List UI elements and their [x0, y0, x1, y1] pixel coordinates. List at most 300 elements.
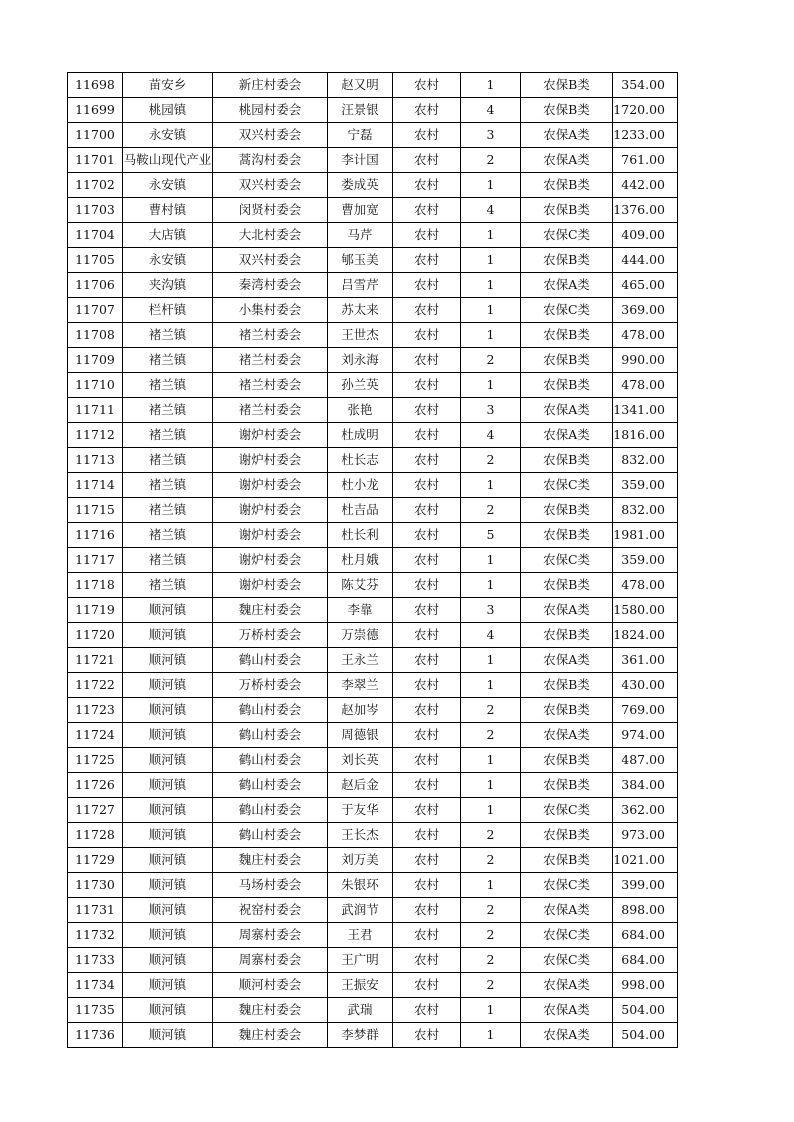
area-type-cell: 农村: [393, 698, 461, 723]
household-size-cell: 2: [461, 923, 521, 948]
category-cell: 农保A类: [521, 273, 613, 298]
table-row: [68, 873, 678, 898]
area-type-cell: 农村: [393, 273, 461, 298]
household-size-cell: 1: [461, 798, 521, 823]
amount-cell: 769.00: [613, 698, 678, 723]
town-cell: 褚兰镇: [123, 323, 213, 348]
category-cell: 农保B类: [521, 748, 613, 773]
amount-cell: 354.00: [613, 73, 678, 98]
table-row: [68, 473, 678, 498]
records-table: [67, 72, 678, 1048]
village-committee-cell: 谢炉村委会: [213, 548, 328, 573]
category-cell: 农保B类: [521, 823, 613, 848]
table-row: [68, 648, 678, 673]
amount-cell: 444.00: [613, 248, 678, 273]
town-cell: 顺河镇: [123, 823, 213, 848]
town-cell: 顺河镇: [123, 998, 213, 1023]
village-committee-cell: 鹤山村委会: [213, 698, 328, 723]
table-row: [68, 98, 678, 123]
category-cell: 农保B类: [521, 848, 613, 873]
amount-cell: 1720.00: [613, 98, 678, 123]
name-cell: 杜吉品: [328, 498, 393, 523]
village-committee-cell: 祝窑村委会: [213, 898, 328, 923]
category-cell: 农保B类: [521, 498, 613, 523]
village-committee-cell: 褚兰村委会: [213, 348, 328, 373]
record-id-cell: 11701: [68, 148, 123, 173]
household-size-cell: 4: [461, 423, 521, 448]
household-size-cell: 1: [461, 248, 521, 273]
name-cell: 刘永海: [328, 348, 393, 373]
record-id-cell: 11714: [68, 473, 123, 498]
amount-cell: 1824.00: [613, 623, 678, 648]
household-size-cell: 4: [461, 623, 521, 648]
category-cell: 农保B类: [521, 98, 613, 123]
record-id-cell: 11719: [68, 598, 123, 623]
table-row: [68, 273, 678, 298]
record-id-cell: 11698: [68, 73, 123, 98]
name-cell: 曹加宽: [328, 198, 393, 223]
area-type-cell: 农村: [393, 423, 461, 448]
area-type-cell: 农村: [393, 373, 461, 398]
name-cell: 万崇德: [328, 623, 393, 648]
village-committee-cell: 马场村委会: [213, 873, 328, 898]
name-cell: 王广明: [328, 948, 393, 973]
amount-cell: 1580.00: [613, 598, 678, 623]
village-committee-cell: 魏庄村委会: [213, 848, 328, 873]
area-type-cell: 农村: [393, 198, 461, 223]
name-cell: 娄成英: [328, 173, 393, 198]
table-row: [68, 498, 678, 523]
amount-cell: 478.00: [613, 323, 678, 348]
household-size-cell: 2: [461, 498, 521, 523]
household-size-cell: 2: [461, 698, 521, 723]
village-committee-cell: 褚兰村委会: [213, 398, 328, 423]
category-cell: 农保C类: [521, 473, 613, 498]
village-committee-cell: 谢炉村委会: [213, 448, 328, 473]
village-committee-cell: 褚兰村委会: [213, 323, 328, 348]
table-row: [68, 573, 678, 598]
town-cell: 永安镇: [123, 248, 213, 273]
area-type-cell: 农村: [393, 523, 461, 548]
household-size-cell: 2: [461, 448, 521, 473]
area-type-cell: 农村: [393, 498, 461, 523]
name-cell: 郇玉美: [328, 248, 393, 273]
table-row: [68, 523, 678, 548]
table-row: [68, 548, 678, 573]
village-committee-cell: 鹤山村委会: [213, 723, 328, 748]
category-cell: 农保B类: [521, 248, 613, 273]
table-row: [68, 698, 678, 723]
record-id-cell: 11731: [68, 898, 123, 923]
category-cell: 农保C类: [521, 298, 613, 323]
record-id-cell: 11709: [68, 348, 123, 373]
household-size-cell: 2: [461, 148, 521, 173]
category-cell: 农保B类: [521, 348, 613, 373]
village-committee-cell: 魏庄村委会: [213, 998, 328, 1023]
village-committee-cell: 蒿沟村委会: [213, 148, 328, 173]
household-size-cell: 2: [461, 973, 521, 998]
table-row: [68, 198, 678, 223]
table-row: [68, 923, 678, 948]
household-size-cell: 1: [461, 648, 521, 673]
village-committee-cell: 双兴村委会: [213, 123, 328, 148]
table-row: [68, 298, 678, 323]
village-committee-cell: 褚兰村委会: [213, 373, 328, 398]
area-type-cell: 农村: [393, 823, 461, 848]
category-cell: 农保B类: [521, 373, 613, 398]
record-id-cell: 11734: [68, 973, 123, 998]
table-row: [68, 373, 678, 398]
name-cell: 朱银环: [328, 873, 393, 898]
amount-cell: 1981.00: [613, 523, 678, 548]
household-size-cell: 1: [461, 873, 521, 898]
amount-cell: 504.00: [613, 998, 678, 1023]
town-cell: 顺河镇: [123, 598, 213, 623]
name-cell: 李计国: [328, 148, 393, 173]
table-row: [68, 448, 678, 473]
village-committee-cell: 魏庄村委会: [213, 1023, 328, 1048]
table-row: [68, 1023, 678, 1048]
village-committee-cell: 鹤山村委会: [213, 648, 328, 673]
household-size-cell: 1: [461, 273, 521, 298]
household-size-cell: 1: [461, 473, 521, 498]
village-committee-cell: 谢炉村委会: [213, 423, 328, 448]
category-cell: 农保A类: [521, 998, 613, 1023]
town-cell: 顺河镇: [123, 973, 213, 998]
name-cell: 刘万美: [328, 848, 393, 873]
area-type-cell: 农村: [393, 548, 461, 573]
name-cell: 武润节: [328, 898, 393, 923]
record-id-cell: 11716: [68, 523, 123, 548]
name-cell: 于友华: [328, 798, 393, 823]
table-row: [68, 123, 678, 148]
name-cell: 武瑞: [328, 998, 393, 1023]
household-size-cell: 3: [461, 398, 521, 423]
category-cell: 农保A类: [521, 598, 613, 623]
name-cell: 杜长志: [328, 448, 393, 473]
area-type-cell: 农村: [393, 673, 461, 698]
table-row: [68, 423, 678, 448]
category-cell: 农保A类: [521, 973, 613, 998]
table-row: [68, 173, 678, 198]
table-row: [68, 623, 678, 648]
area-type-cell: 农村: [393, 348, 461, 373]
household-size-cell: 1: [461, 748, 521, 773]
town-cell: 永安镇: [123, 123, 213, 148]
record-id-cell: 11703: [68, 198, 123, 223]
town-cell: 褚兰镇: [123, 473, 213, 498]
records-table-body: [68, 73, 678, 1048]
area-type-cell: 农村: [393, 573, 461, 598]
name-cell: 赵后金: [328, 773, 393, 798]
household-size-cell: 1: [461, 323, 521, 348]
area-type-cell: 农村: [393, 1023, 461, 1048]
area-type-cell: 农村: [393, 173, 461, 198]
name-cell: 李靠: [328, 598, 393, 623]
household-size-cell: 2: [461, 848, 521, 873]
name-cell: 吕雪芹: [328, 273, 393, 298]
category-cell: 农保A类: [521, 423, 613, 448]
category-cell: 农保B类: [521, 173, 613, 198]
table-row: [68, 248, 678, 273]
household-size-cell: 1: [461, 548, 521, 573]
record-id-cell: 11733: [68, 948, 123, 973]
household-size-cell: 4: [461, 98, 521, 123]
name-cell: 周德银: [328, 723, 393, 748]
amount-cell: 990.00: [613, 348, 678, 373]
town-cell: 曹村镇: [123, 198, 213, 223]
area-type-cell: 农村: [393, 648, 461, 673]
area-type-cell: 农村: [393, 73, 461, 98]
area-type-cell: 农村: [393, 448, 461, 473]
household-size-cell: 2: [461, 723, 521, 748]
table-row: [68, 748, 678, 773]
amount-cell: 359.00: [613, 473, 678, 498]
amount-cell: 1021.00: [613, 848, 678, 873]
category-cell: 农保C类: [521, 873, 613, 898]
town-cell: 大店镇: [123, 223, 213, 248]
village-committee-cell: 桃园村委会: [213, 98, 328, 123]
record-id-cell: 11728: [68, 823, 123, 848]
category-cell: 农保C类: [521, 548, 613, 573]
record-id-cell: 11736: [68, 1023, 123, 1048]
amount-cell: 898.00: [613, 898, 678, 923]
area-type-cell: 农村: [393, 973, 461, 998]
table-row: [68, 898, 678, 923]
town-cell: 顺河镇: [123, 848, 213, 873]
area-type-cell: 农村: [393, 248, 461, 273]
record-id-cell: 11720: [68, 623, 123, 648]
village-committee-cell: 谢炉村委会: [213, 498, 328, 523]
category-cell: 农保A类: [521, 1023, 613, 1048]
amount-cell: 1233.00: [613, 123, 678, 148]
record-id-cell: 11699: [68, 98, 123, 123]
table-row: [68, 148, 678, 173]
amount-cell: 478.00: [613, 573, 678, 598]
area-type-cell: 农村: [393, 773, 461, 798]
amount-cell: 362.00: [613, 798, 678, 823]
household-size-cell: 1: [461, 223, 521, 248]
name-cell: 苏太来: [328, 298, 393, 323]
area-type-cell: 农村: [393, 723, 461, 748]
table-row: [68, 323, 678, 348]
town-cell: 顺河镇: [123, 723, 213, 748]
town-cell: 顺河镇: [123, 898, 213, 923]
record-id-cell: 11726: [68, 773, 123, 798]
record-id-cell: 11712: [68, 423, 123, 448]
category-cell: 农保B类: [521, 623, 613, 648]
amount-cell: 832.00: [613, 448, 678, 473]
amount-cell: 684.00: [613, 948, 678, 973]
table-row: [68, 823, 678, 848]
name-cell: 王振安: [328, 973, 393, 998]
village-committee-cell: 秦湾村委会: [213, 273, 328, 298]
town-cell: 栏杆镇: [123, 298, 213, 323]
record-id-cell: 11708: [68, 323, 123, 348]
amount-cell: 973.00: [613, 823, 678, 848]
area-type-cell: 农村: [393, 598, 461, 623]
village-committee-cell: 万桥村委会: [213, 623, 328, 648]
area-type-cell: 农村: [393, 123, 461, 148]
household-size-cell: 2: [461, 348, 521, 373]
record-id-cell: 11732: [68, 923, 123, 948]
household-size-cell: 2: [461, 823, 521, 848]
town-cell: 顺河镇: [123, 798, 213, 823]
name-cell: 张艳: [328, 398, 393, 423]
amount-cell: 684.00: [613, 923, 678, 948]
category-cell: 农保A类: [521, 723, 613, 748]
town-cell: 顺河镇: [123, 873, 213, 898]
area-type-cell: 农村: [393, 848, 461, 873]
name-cell: 杜成明: [328, 423, 393, 448]
town-cell: 褚兰镇: [123, 498, 213, 523]
category-cell: 农保B类: [521, 773, 613, 798]
village-committee-cell: 大北村委会: [213, 223, 328, 248]
category-cell: 农保B类: [521, 698, 613, 723]
village-committee-cell: 谢炉村委会: [213, 523, 328, 548]
village-committee-cell: 周寨村委会: [213, 923, 328, 948]
name-cell: 宁磊: [328, 123, 393, 148]
town-cell: 褚兰镇: [123, 573, 213, 598]
household-size-cell: 1: [461, 298, 521, 323]
table-row: [68, 773, 678, 798]
amount-cell: 487.00: [613, 748, 678, 773]
area-type-cell: 农村: [393, 748, 461, 773]
village-committee-cell: 鹤山村委会: [213, 748, 328, 773]
area-type-cell: 农村: [393, 948, 461, 973]
village-committee-cell: 鹤山村委会: [213, 823, 328, 848]
amount-cell: 504.00: [613, 1023, 678, 1048]
record-id-cell: 11700: [68, 123, 123, 148]
area-type-cell: 农村: [393, 148, 461, 173]
record-id-cell: 11723: [68, 698, 123, 723]
town-cell: 褚兰镇: [123, 523, 213, 548]
name-cell: 杜长利: [328, 523, 393, 548]
record-id-cell: 11705: [68, 248, 123, 273]
village-committee-cell: 谢炉村委会: [213, 473, 328, 498]
record-id-cell: 11725: [68, 748, 123, 773]
record-id-cell: 11727: [68, 798, 123, 823]
table-row: [68, 798, 678, 823]
village-committee-cell: 闵贤村委会: [213, 198, 328, 223]
amount-cell: 384.00: [613, 773, 678, 798]
name-cell: 王世杰: [328, 323, 393, 348]
name-cell: 王君: [328, 923, 393, 948]
town-cell: 顺河镇: [123, 773, 213, 798]
household-size-cell: 1: [461, 998, 521, 1023]
area-type-cell: 农村: [393, 473, 461, 498]
area-type-cell: 农村: [393, 623, 461, 648]
area-type-cell: 农村: [393, 98, 461, 123]
household-size-cell: 1: [461, 373, 521, 398]
village-committee-cell: 魏庄村委会: [213, 598, 328, 623]
village-committee-cell: 双兴村委会: [213, 248, 328, 273]
village-committee-cell: 新庄村委会: [213, 73, 328, 98]
area-type-cell: 农村: [393, 998, 461, 1023]
town-cell: 褚兰镇: [123, 448, 213, 473]
amount-cell: 399.00: [613, 873, 678, 898]
category-cell: 农保A类: [521, 648, 613, 673]
household-size-cell: 1: [461, 1023, 521, 1048]
record-id-cell: 11722: [68, 673, 123, 698]
town-cell: 褚兰镇: [123, 373, 213, 398]
table-row: [68, 998, 678, 1023]
amount-cell: 1341.00: [613, 398, 678, 423]
category-cell: 农保B类: [521, 323, 613, 348]
category-cell: 农保C类: [521, 923, 613, 948]
town-cell: 顺河镇: [123, 1023, 213, 1048]
category-cell: 农保A类: [521, 148, 613, 173]
village-committee-cell: 谢炉村委会: [213, 573, 328, 598]
record-id-cell: 11717: [68, 548, 123, 573]
village-committee-cell: 周寨村委会: [213, 948, 328, 973]
amount-cell: 832.00: [613, 498, 678, 523]
record-id-cell: 11724: [68, 723, 123, 748]
table-row: [68, 848, 678, 873]
name-cell: 李梦群: [328, 1023, 393, 1048]
name-cell: 李翠兰: [328, 673, 393, 698]
village-committee-cell: 顺河村委会: [213, 973, 328, 998]
area-type-cell: 农村: [393, 398, 461, 423]
town-cell: 顺河镇: [123, 748, 213, 773]
town-cell: 顺河镇: [123, 948, 213, 973]
record-id-cell: 11710: [68, 373, 123, 398]
village-committee-cell: 鹤山村委会: [213, 798, 328, 823]
record-id-cell: 11730: [68, 873, 123, 898]
category-cell: 农保A类: [521, 123, 613, 148]
village-committee-cell: 双兴村委会: [213, 173, 328, 198]
table-row: [68, 223, 678, 248]
household-size-cell: 1: [461, 73, 521, 98]
household-size-cell: 1: [461, 773, 521, 798]
category-cell: 农保C类: [521, 223, 613, 248]
town-cell: 褚兰镇: [123, 548, 213, 573]
table-row: [68, 973, 678, 998]
amount-cell: 974.00: [613, 723, 678, 748]
name-cell: 汪景银: [328, 98, 393, 123]
town-cell: 马鞍山现代产业: [123, 148, 213, 173]
name-cell: 赵又明: [328, 73, 393, 98]
amount-cell: 359.00: [613, 548, 678, 573]
town-cell: 顺河镇: [123, 673, 213, 698]
town-cell: 顺河镇: [123, 923, 213, 948]
town-cell: 褚兰镇: [123, 423, 213, 448]
amount-cell: 465.00: [613, 273, 678, 298]
table-row: [68, 723, 678, 748]
record-id-cell: 11721: [68, 648, 123, 673]
amount-cell: 761.00: [613, 148, 678, 173]
name-cell: 王永兰: [328, 648, 393, 673]
category-cell: 农保B类: [521, 523, 613, 548]
amount-cell: 998.00: [613, 973, 678, 998]
table-row: [68, 673, 678, 698]
table-row: [68, 348, 678, 373]
name-cell: 赵加岑: [328, 698, 393, 723]
table-row: [68, 73, 678, 98]
category-cell: 农保A类: [521, 898, 613, 923]
record-id-cell: 11702: [68, 173, 123, 198]
amount-cell: 361.00: [613, 648, 678, 673]
town-cell: 顺河镇: [123, 698, 213, 723]
household-size-cell: 1: [461, 573, 521, 598]
area-type-cell: 农村: [393, 898, 461, 923]
household-size-cell: 2: [461, 898, 521, 923]
household-size-cell: 2: [461, 948, 521, 973]
household-size-cell: 1: [461, 173, 521, 198]
category-cell: 农保B类: [521, 573, 613, 598]
town-cell: 桃园镇: [123, 98, 213, 123]
name-cell: 孙兰英: [328, 373, 393, 398]
